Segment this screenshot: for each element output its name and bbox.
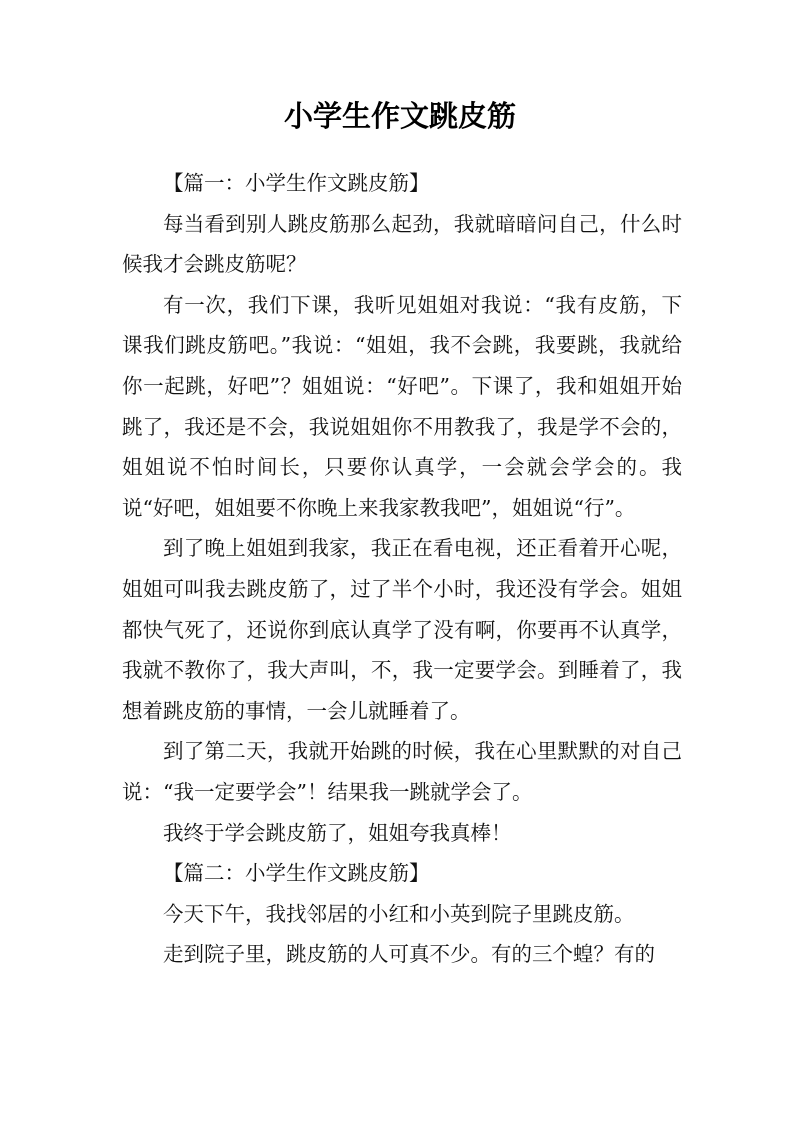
paragraph-1: 每当看到别人跳皮筋那么起劲，我就暗暗问自己，什么时候我才会跳皮筋呢？ [122, 211, 682, 277]
paragraph-3: 到了晚上姐姐到我家，我正在看电视，还正看着开心呢，姐姐可叫我去跳皮筋了，过了半个小时，我还没有学会。姐姐都快气死了，还说你到底认真学了没有啊，你要再不认真学，我就不教你了，我大声叫，不，我一定要学会。到睡着了，我想着跳皮筋的事情，一会儿就睡着了。 [122, 536, 682, 723]
section-heading-2: 【篇二：小学生作文跳皮筋】 [163, 861, 430, 886]
paragraph-2: 有一次，我们下课，我听见姐姐对我说：“我有皮筋，下课我们跳皮筋吧。”我说：“姐姐，我不会跳，我要跳，我就给你一起跳，好吧”？姐姐说：“好吧”。下课了，我和姐姐开始跳了，我还是不会，我说姐姐你不用教我了，我是学不会的，姐姐说不怕时间长，只要你认真学，一会就会学会的。我说“好吧，姐姐要不你晚上来我家教我吧”，姐姐说“行”。 [122, 292, 682, 520]
document-title: 小学生作文跳皮筋 [283, 99, 516, 133]
section-heading-1: 【篇一：小学生作文跳皮筋】 [163, 171, 430, 195]
paragraph-5: 我终于学会跳皮筋了，姐姐夸我真棒！ [163, 820, 512, 845]
paragraph-7: 走到院子里，跳皮筋的人可真不少。有的三个蝗？有的 [163, 942, 655, 967]
paragraph-6: 今天下午，我找邻居的小红和小英到院子里跳皮筋。 [163, 901, 635, 926]
paragraph-4: 到了第二天，我就开始跳的时候，我在心里默默的对自己说：“我一定要学会”！结果我一跳就学会了。 [122, 739, 682, 804]
document-body [122, 163, 682, 975]
